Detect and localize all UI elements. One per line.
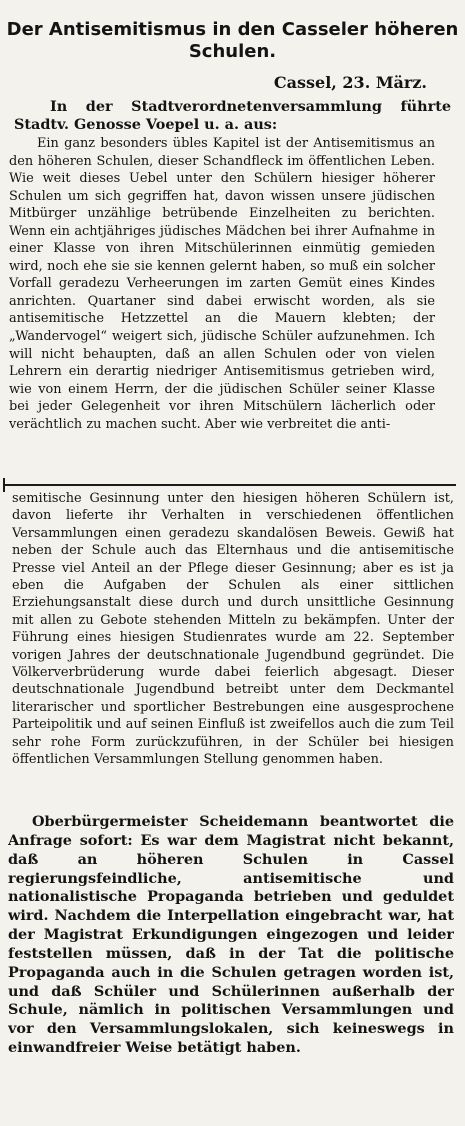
reply-section [8,813,454,1119]
article-headline: Der Antisemitismus in den Casseler höheren Schulen. [6,19,459,62]
mayor-reply-text: Oberbürgermeister Scheidemann beantwortet die Anfrage sofort: Es war dem Magistrat nicht bekannt, daß an höheren Schulen in Cassel regierungsfeindliche, antisemitische und nationalistische Propaganda betrieben und geduldet wird. Nachdem die Interpellation eingebracht war, hat der Magistrat Erkundigungen eingezogen und leider feststellen müssen, daß in der Tat die politische Propaganda auch in die Schulen getragen worden ist, und daß Schüler und Schülerinnen außerhalb der Schule, nämlich in politischen Versammlungen und vor den Versammlungslokalen, sich keineswegs in einwandfreier Weise betätigt haben. [8,813,454,1057]
article-dateline: Cassel, 23. März. [273,73,427,92]
speech-section-middle [12,490,454,802]
speech-text-part2: semitische Gesinnung unter den hiesigen höheren Schülern ist, davon lieferte ihr Verhalten in verschiedenen öffentlichen Versammlungen einen geradezu skandalösen Beweis. Gewiß hat neben der Schule auch das Elternhaus und die antisemitische Presse viel Anteil an der Pflege dieser Gesinnung; aber es ist ja eben die Aufgaben der Schulen als einer sittlichen Erziehungsanstalt diese durch und durch unsittliche Gesinnung mit allen zu Gebote stehenden Mitteln zu bekämpfen. Unter der Führung eines hiesigen Studienrates wurde am 22. September vorigen Jahres der deutschnationale Jugendbund gegründet. Die Völkerverbrüderung wurde dabei feierlich abgesagt. Dieser deutschnationale Jugendbund betreibt unter dem Deckmantel literarischer und sportlicher Bestrebungen eine ausgesprochene Parteipolitik und auf seinen Einfluß ist zweifellos auch die zum Teil sehr rohe Form zurückzuführen, in der Schüler bei hiesigen öffentlichen Versammlungen Stellung genommen haben. [12,491,454,768]
article-lead: In der Stadtverordnetenversammlung führte Stadtv. Genosse Voepel u. a. aus: [14,98,451,133]
column-break-rule [3,484,456,486]
speech-section-top [9,135,435,477]
speech-text-part1: Ein ganz besonders übles Kapitel ist der Antisemitismus an den höheren Schulen, dieser Schandfleck im öffentlichen Leben. Wie weit dieses Uebel unter den Schülern hiesiger höherer Schulen um sich gegriffen hat, davon wissen unsere jüdischen Mitbürger unzählige betrübende Einzelheiten zu berichten. Wenn ein achtjähriges jüdisches Mädchen bei ihrer Aufnahme in einer Klasse von ihren Mitschülerinnen einmütig gemieden wird, noch ehe sie sie kennen gelernt haben, so muß ein solcher Vorfall geradezu Verheerungen im zarten Gemüt eines Kindes anrichten. Quartaner sind dabei erwischt worden, als sie antisemitische Hetzzettel an die Mauern klebten; der „Wandervogel“ weigert sich, jüdische Schüler aufzunehmen. Ich will nicht behaupten, daß an allen Schulen oder von vielen Lehrern ein derartig niedriger Antisemitismus getrieben wird, wie von einem Herrn, der die jüdischen Schüler seiner Klasse bei jeder Gelegenheit vor ihren Mitschülern lächerlich oder verächtlich zu machen sucht. Aber wie verbreitet die anti- [9,136,435,432]
